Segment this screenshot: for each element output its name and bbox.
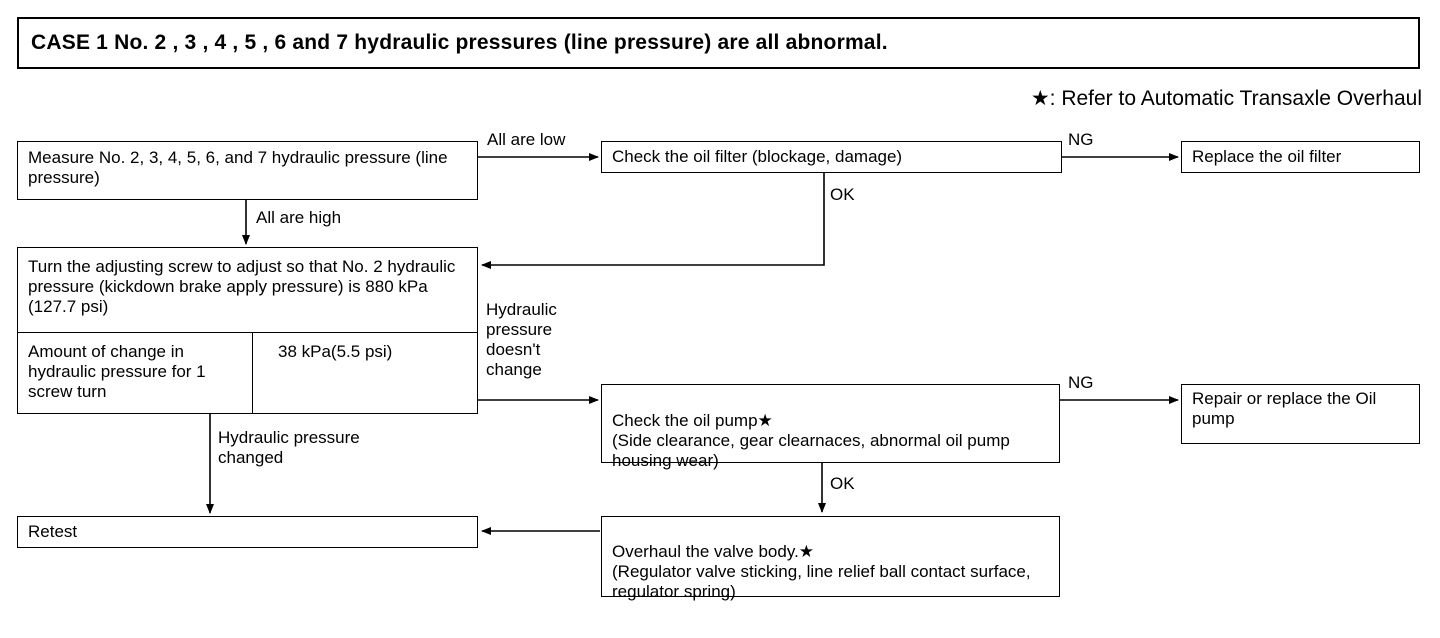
label-ng-1: NG [1068,130,1094,149]
adjust-text: Turn the adjusting screw to adjust so that No. 2 hydraulic pressure (kickdown brake apply pressure) is 880 kPa (127.7 psi) [28,257,456,316]
label-ok-2: OK [830,474,855,493]
retest-box [17,516,478,548]
overhaul-box [601,516,1060,601]
check-filter-text: Check the oil filter (blockage, damage) [612,147,903,166]
retest-text: Retest [28,522,78,541]
reference-note: ★: Refer to Automatic Transaxle Overhaul [1030,87,1422,110]
check-pump-text: Check the oil pump★ (Side clearance, gear clearnaces, abnormal oil pump housing wear) [612,411,1010,470]
repair-pump-text: Repair or replace the Oil pump [1192,389,1377,428]
overhaul-text: Overhaul the valve body.★ (Regulator valve sticking, line relief ball contact surface, regulator spring) [612,542,1031,601]
measure-box [17,141,478,200]
adjust-box [17,247,478,414]
arrow-filter-ok [482,173,824,265]
replace-filter-text: Replace the oil filter [1192,147,1342,166]
adjust-divider [18,332,477,333]
repair-pump-box [1181,384,1420,444]
case-title: CASE 1 No. 2 , 3 , 4 , 5 , 6 and 7 hydraulic pressures (line pressure) are all abnormal. [17,17,1420,69]
label-changed: Hydraulic pressure changed [218,428,360,467]
amount-divider [252,332,253,414]
label-ng-2: NG [1068,373,1094,392]
label-all-low: All are low [487,130,566,149]
check-filter-box [601,141,1062,173]
label-no-change: Hydraulic pressure doesn't change [486,300,557,379]
label-ok-1: OK [830,185,855,204]
measure-text: Measure No. 2, 3, 4, 5, 6, and 7 hydraulic pressure (line pressure) [28,148,448,187]
check-pump-box [601,384,1060,470]
amount-value: 38 kPa(5.5 psi) [278,342,393,361]
label-all-high: All are high [256,208,342,227]
amount-label: Amount of change in hydraulic pressure for 1 screw turn [28,342,206,401]
replace-filter-box [1181,141,1420,173]
